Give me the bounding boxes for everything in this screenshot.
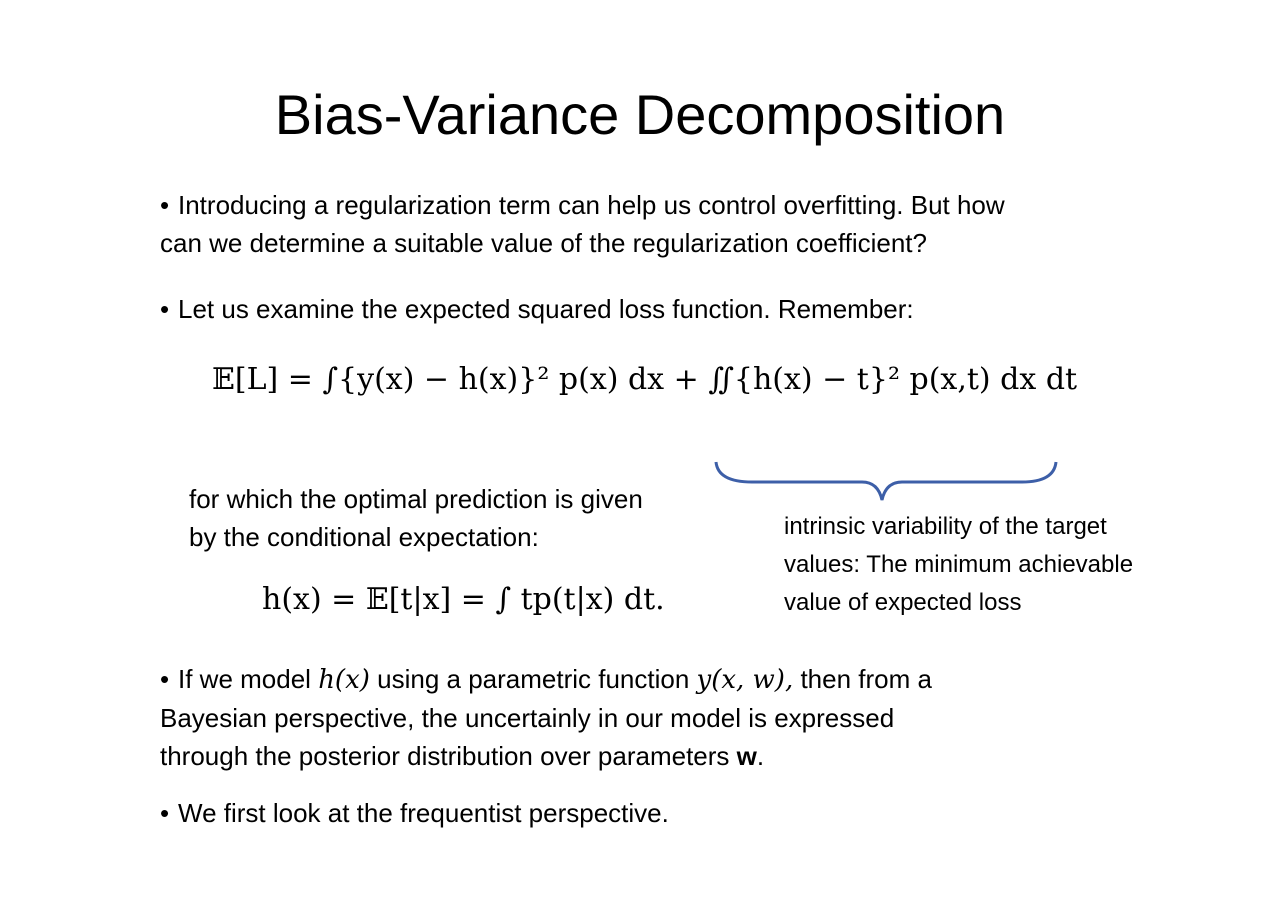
optimal-prediction-text (189, 480, 643, 556)
bullet3-part1: If we model (178, 664, 311, 694)
bullet-regularization (160, 186, 1005, 262)
bullet-dot: • (160, 798, 170, 828)
bullet3-math-h: h(x) (318, 665, 370, 695)
bullet1-line1: Introducing a regularization term can help us control overfitting. But how (178, 190, 1005, 220)
bullet-frequentist (160, 794, 669, 832)
bullet-dot: • (160, 190, 170, 220)
conditional-expectation-text: h(x) = 𝔼[t|x] = ∫ tp(t|x) dt. (262, 582, 665, 617)
optimal-line1: for which the optimal prediction is given (189, 484, 643, 514)
bullet3-line3-pre: through the posterior distribution over parameters (160, 741, 730, 771)
note-line2: values: The minimum achievable (784, 551, 1134, 578)
conditional-expectation-equation (262, 582, 665, 617)
bullet3-line2: Bayesian perspective, the uncertainly in our model is expressed (160, 703, 895, 733)
expected-loss-equation-text: 𝔼[L] = ∫{y(x) − h(x)}² p(x) dx + ∬{h(x) − t}² p(x,t) dx dt (212, 362, 1078, 397)
bullet1-line2: can we determine a suitable value of the regularization coefficient? (160, 228, 927, 258)
note-line1: intrinsic variability of the target (784, 513, 1107, 540)
bullet-parametric-model (160, 660, 932, 775)
intrinsic-variability-note (784, 508, 1133, 622)
expected-loss-equation (212, 362, 1077, 397)
bullet3-param-w: w (736, 741, 757, 771)
bullet3-part3: then from a (800, 664, 932, 694)
optimal-line2: by the conditional expectation: (189, 522, 539, 552)
bullet-dot: • (160, 664, 170, 694)
bullet2-text: Let us examine the expected squared loss function. Remember: (178, 294, 914, 324)
bullet3-line3-post: . (756, 741, 765, 771)
bullet3-part2: using a parametric function (377, 664, 690, 694)
bullet-expected-loss (160, 290, 914, 328)
curly-brace (712, 458, 1062, 508)
bullet3-math-y: y(x, w), (696, 665, 794, 695)
slide-title: Bias-Variance Decomposition (274, 83, 1006, 146)
bullet4-text: We first look at the frequentist perspective. (178, 798, 669, 828)
note-line3: value of expected loss (784, 589, 1022, 616)
bullet-dot: • (160, 294, 170, 324)
